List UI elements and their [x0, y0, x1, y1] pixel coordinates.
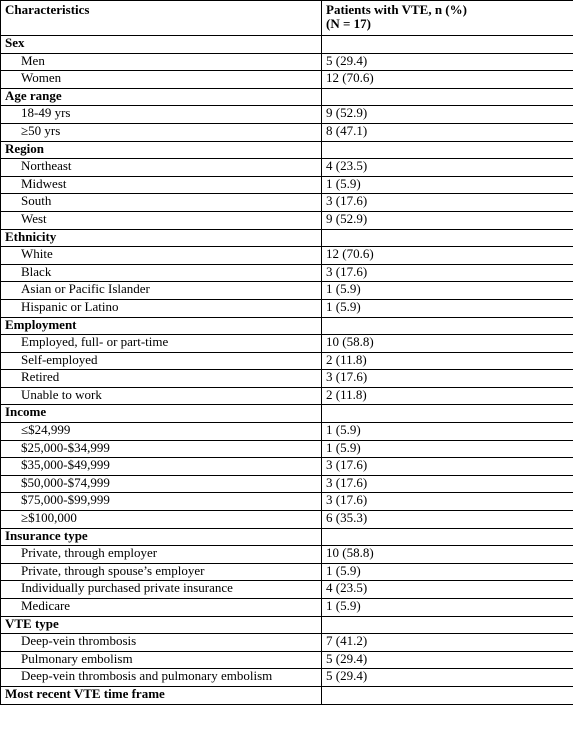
row-label: Hispanic or Latino — [1, 299, 322, 317]
row-label: West — [1, 211, 322, 229]
table-row — [1, 493, 573, 511]
table-row — [1, 106, 573, 124]
table-row — [1, 194, 573, 212]
section-label: VTE type — [1, 616, 322, 634]
section-value-cell — [322, 528, 573, 546]
row-value: 5 (29.4) — [322, 669, 573, 687]
table-row — [1, 599, 573, 617]
row-label: Deep-vein thrombosis and pulmonary embolism — [1, 669, 322, 687]
row-value: 4 (23.5) — [322, 581, 573, 599]
table-row — [1, 563, 573, 581]
row-label: Asian or Pacific Islander — [1, 282, 322, 300]
row-label: Self-employed — [1, 352, 322, 370]
row-label: Deep-vein thrombosis — [1, 634, 322, 652]
table-row — [1, 581, 573, 599]
row-label: $75,000-$99,999 — [1, 493, 322, 511]
row-label: ≥50 yrs — [1, 123, 322, 141]
table-row — [1, 423, 573, 441]
section-label: Ethnicity — [1, 229, 322, 247]
row-value: 4 (23.5) — [322, 159, 573, 177]
row-value: 5 (29.4) — [322, 53, 573, 71]
header-characteristics — [1, 1, 322, 36]
section-value-cell — [322, 616, 573, 634]
row-value: 1 (5.9) — [322, 176, 573, 194]
header-patients-line2: (N = 17) — [326, 16, 371, 31]
table-row — [1, 53, 573, 71]
section-value-cell — [322, 88, 573, 106]
row-value: 1 (5.9) — [322, 440, 573, 458]
row-label: Midwest — [1, 176, 322, 194]
row-label: ≤$24,999 — [1, 423, 322, 441]
row-label: Employed, full- or part-time — [1, 335, 322, 353]
section-value-cell — [322, 317, 573, 335]
row-label: Unable to work — [1, 387, 322, 405]
section-label: Income — [1, 405, 322, 423]
row-value: 1 (5.9) — [322, 282, 573, 300]
row-value: 1 (5.9) — [322, 423, 573, 441]
row-value: 12 (70.6) — [322, 247, 573, 265]
table-row — [1, 511, 573, 529]
table-row — [1, 458, 573, 476]
table-row — [1, 546, 573, 564]
section-row — [1, 405, 573, 423]
row-label: Northeast — [1, 159, 322, 177]
row-value: 1 (5.9) — [322, 299, 573, 317]
row-value: 7 (41.2) — [322, 634, 573, 652]
row-value: 9 (52.9) — [322, 211, 573, 229]
table-row — [1, 634, 573, 652]
table-row — [1, 387, 573, 405]
row-label: White — [1, 247, 322, 265]
table-row — [1, 159, 573, 177]
section-label: Sex — [1, 36, 322, 54]
table-row — [1, 335, 573, 353]
row-value: 3 (17.6) — [322, 475, 573, 493]
row-label: South — [1, 194, 322, 212]
table-row — [1, 176, 573, 194]
row-label: Women — [1, 71, 322, 89]
table-row — [1, 440, 573, 458]
table-row — [1, 71, 573, 89]
row-label: ≥$100,000 — [1, 511, 322, 529]
row-label: 18-49 yrs — [1, 106, 322, 124]
row-value: 3 (17.6) — [322, 264, 573, 282]
section-row — [1, 88, 573, 106]
table-row — [1, 651, 573, 669]
table-row — [1, 247, 573, 265]
section-label: Most recent VTE time frame — [1, 686, 322, 704]
row-value: 1 (5.9) — [322, 599, 573, 617]
row-label: Private, through spouse’s employer — [1, 563, 322, 581]
table-row — [1, 352, 573, 370]
row-value: 8 (47.1) — [322, 123, 573, 141]
section-row — [1, 36, 573, 54]
row-label: $50,000-$74,999 — [1, 475, 322, 493]
table-row — [1, 211, 573, 229]
row-value: 12 (70.6) — [322, 71, 573, 89]
row-label: Black — [1, 264, 322, 282]
row-value: 3 (17.6) — [322, 194, 573, 212]
row-value: 2 (11.8) — [322, 387, 573, 405]
table-row — [1, 370, 573, 388]
section-label: Employment — [1, 317, 322, 335]
section-label: Insurance type — [1, 528, 322, 546]
table-row — [1, 669, 573, 687]
header-patients — [322, 1, 573, 36]
row-label: $25,000-$34,999 — [1, 440, 322, 458]
table-row — [1, 264, 573, 282]
table-body — [1, 36, 573, 705]
section-value-cell — [322, 141, 573, 159]
section-value-cell — [322, 686, 573, 704]
row-label: Retired — [1, 370, 322, 388]
section-row — [1, 141, 573, 159]
section-row — [1, 528, 573, 546]
section-row — [1, 686, 573, 704]
section-label: Age range — [1, 88, 322, 106]
row-label: Private, through employer — [1, 546, 322, 564]
row-value: 3 (17.6) — [322, 370, 573, 388]
header-patients-line1: Patients with VTE, n (%) — [326, 2, 467, 17]
row-value: 5 (29.4) — [322, 651, 573, 669]
row-value: 6 (35.3) — [322, 511, 573, 529]
section-value-cell — [322, 405, 573, 423]
header-characteristics-label: Characteristics — [5, 2, 90, 17]
section-label: Region — [1, 141, 322, 159]
table-row — [1, 282, 573, 300]
row-value: 9 (52.9) — [322, 106, 573, 124]
row-value: 10 (58.8) — [322, 335, 573, 353]
table-row — [1, 123, 573, 141]
table-row — [1, 475, 573, 493]
row-label: Individually purchased private insurance — [1, 581, 322, 599]
section-row — [1, 317, 573, 335]
row-label: Medicare — [1, 599, 322, 617]
row-value: 3 (17.6) — [322, 458, 573, 476]
section-row — [1, 616, 573, 634]
row-value: 2 (11.8) — [322, 352, 573, 370]
row-value: 1 (5.9) — [322, 563, 573, 581]
row-value: 10 (58.8) — [322, 546, 573, 564]
row-value: 3 (17.6) — [322, 493, 573, 511]
section-row — [1, 229, 573, 247]
section-value-cell — [322, 229, 573, 247]
row-label: Men — [1, 53, 322, 71]
table-row — [1, 299, 573, 317]
row-label: Pulmonary embolism — [1, 651, 322, 669]
row-label: $35,000-$49,999 — [1, 458, 322, 476]
table-header-row — [1, 1, 573, 36]
section-value-cell — [322, 36, 573, 54]
